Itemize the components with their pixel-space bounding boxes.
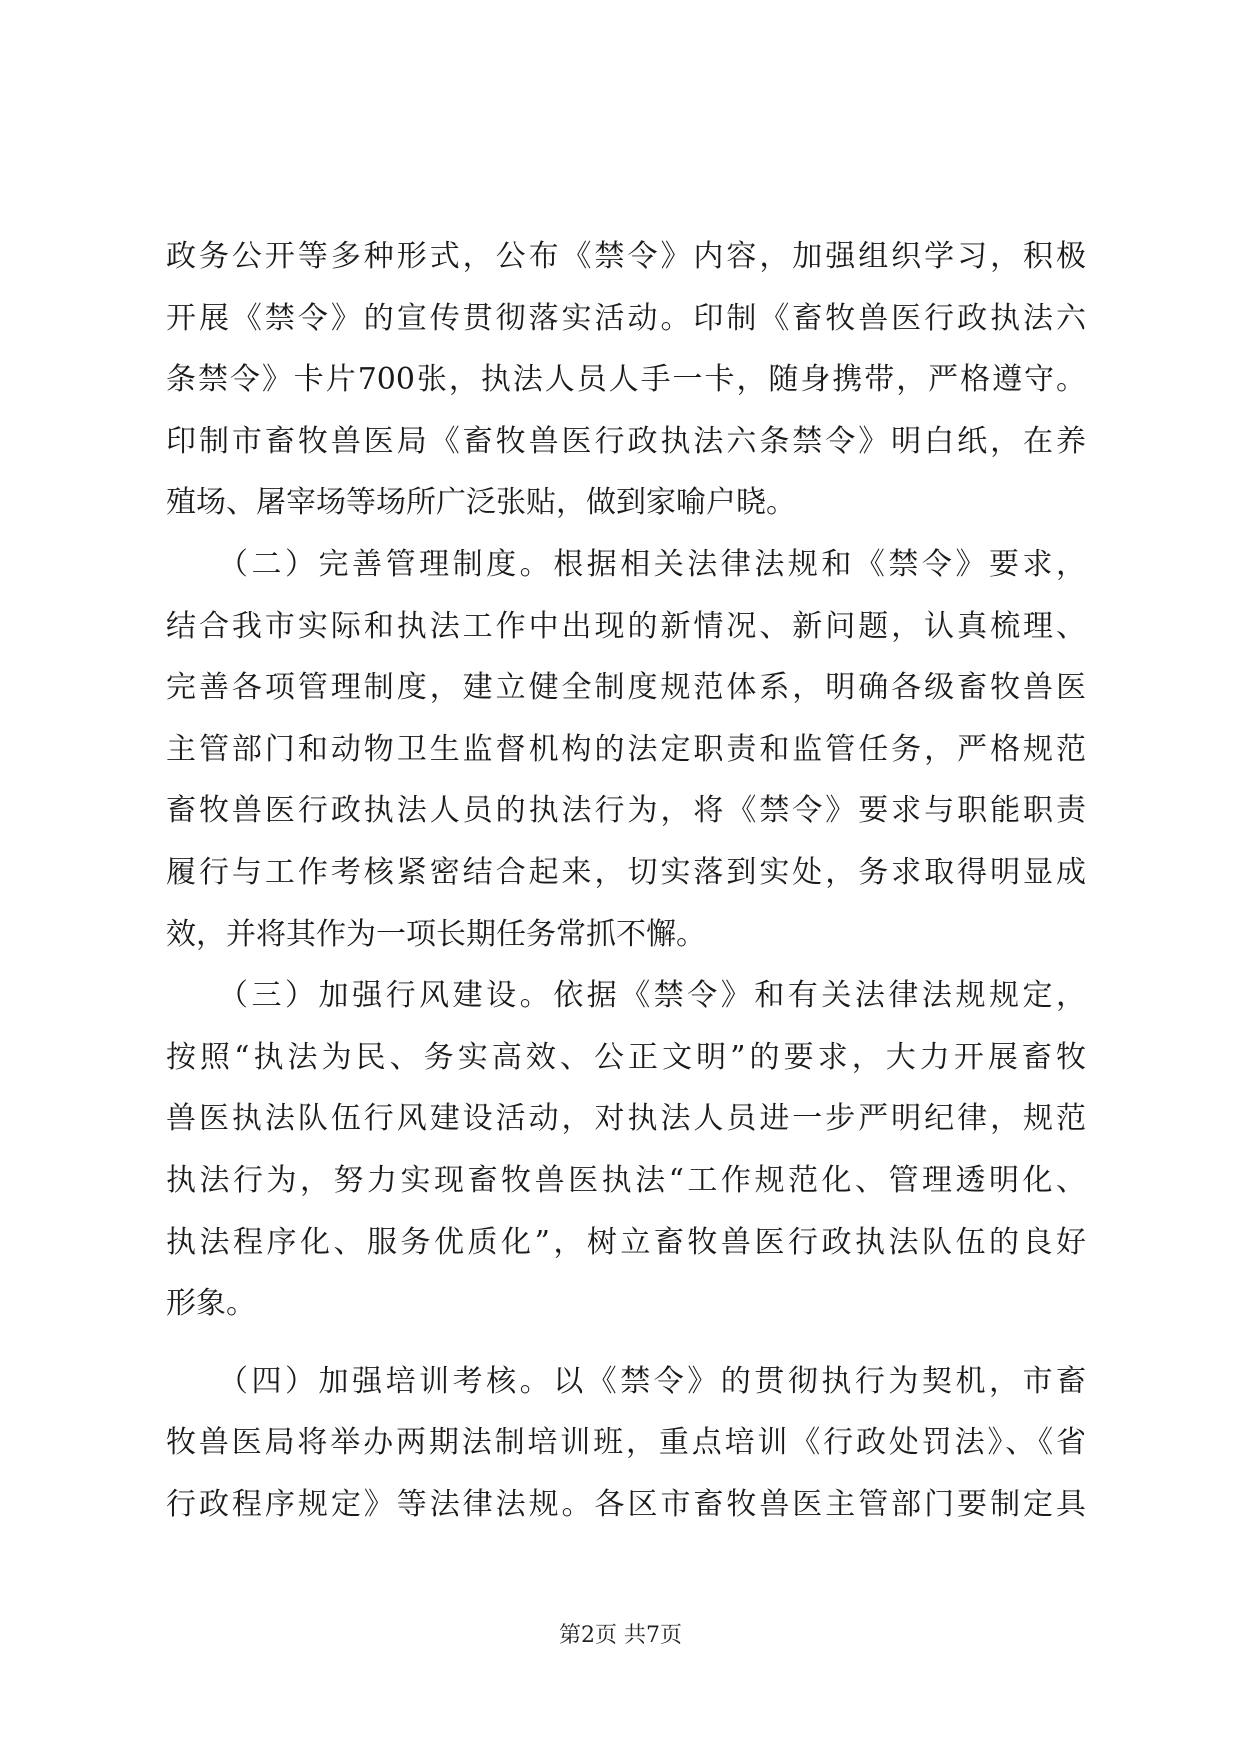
- text-line: 开展《禁令》的宣传贯彻落实活动。印制《畜牧兽医行政执法六: [166, 300, 1086, 336]
- text-line: 形象。: [166, 1286, 256, 1322]
- text-line: 行政程序规定》等法律法规。各区市畜牧兽医主管部门要制定具: [166, 1486, 1086, 1522]
- text-line: 印制市畜牧兽医局《畜牧兽医行政执法六条禁令》明白纸，在养: [166, 423, 1086, 459]
- text-line: 条禁令》卡片700张，执法人员人手一卡，随身携带，严格遵守。: [166, 362, 1086, 398]
- text-line: 结合我市实际和执法工作中出现的新情况、新问题，认真梳理、: [166, 608, 1086, 644]
- text-line: 完善各项管理制度，建立健全制度规范体系，明确各级畜牧兽医: [166, 670, 1086, 706]
- text-line: 政务公开等多种形式，公布《禁令》内容，加强组织学习，积极: [166, 239, 1086, 274]
- text-line: 执法程序化、服务优质化”，树立畜牧兽医行政执法队伍的良好: [166, 1224, 1086, 1260]
- text-line: 兽医执法队伍行风建设活动，对执法人员进一步严明纪律，规范: [166, 1101, 1086, 1137]
- text-line: （三）加强行风建设。依据《禁令》和有关法律法规规定，: [218, 978, 1086, 1014]
- text-line: 牧兽医局将举办两期法制培训班，重点培训《行政处罚法》、《省: [166, 1425, 1086, 1461]
- text-line: 效，并将其作为一项长期任务常抓不懈。: [166, 916, 706, 952]
- text-line: （四）加强培训考核。以《禁令》的贯彻执行为契机，市畜: [218, 1363, 1086, 1399]
- text-line: 按照“执法为民、务实高效、公正文明”的要求，大力开展畜牧: [166, 1039, 1086, 1075]
- document-body: [166, 226, 1086, 1535]
- page-footer: 第2页 共7页: [559, 1623, 682, 1648]
- text-line: （二）完善管理制度。根据相关法律法规和《禁令》要求，: [218, 546, 1086, 582]
- text-line: 殖场、屠宰场等场所广泛张贴，做到家喻户晓。: [166, 485, 796, 521]
- text-line: 执法行为，努力实现畜牧兽医执法“工作规范化、管理透明化、: [166, 1162, 1086, 1198]
- text-line: 履行与工作考核紧密结合起来，切实落到实处，务求取得明显成: [166, 854, 1086, 890]
- text-line: 畜牧兽医行政执法人员的执法行为，将《禁令》要求与职能职责: [166, 793, 1086, 829]
- text-line: 主管部门和动物卫生监督机构的法定职责和监管任务，严格规范: [166, 731, 1086, 767]
